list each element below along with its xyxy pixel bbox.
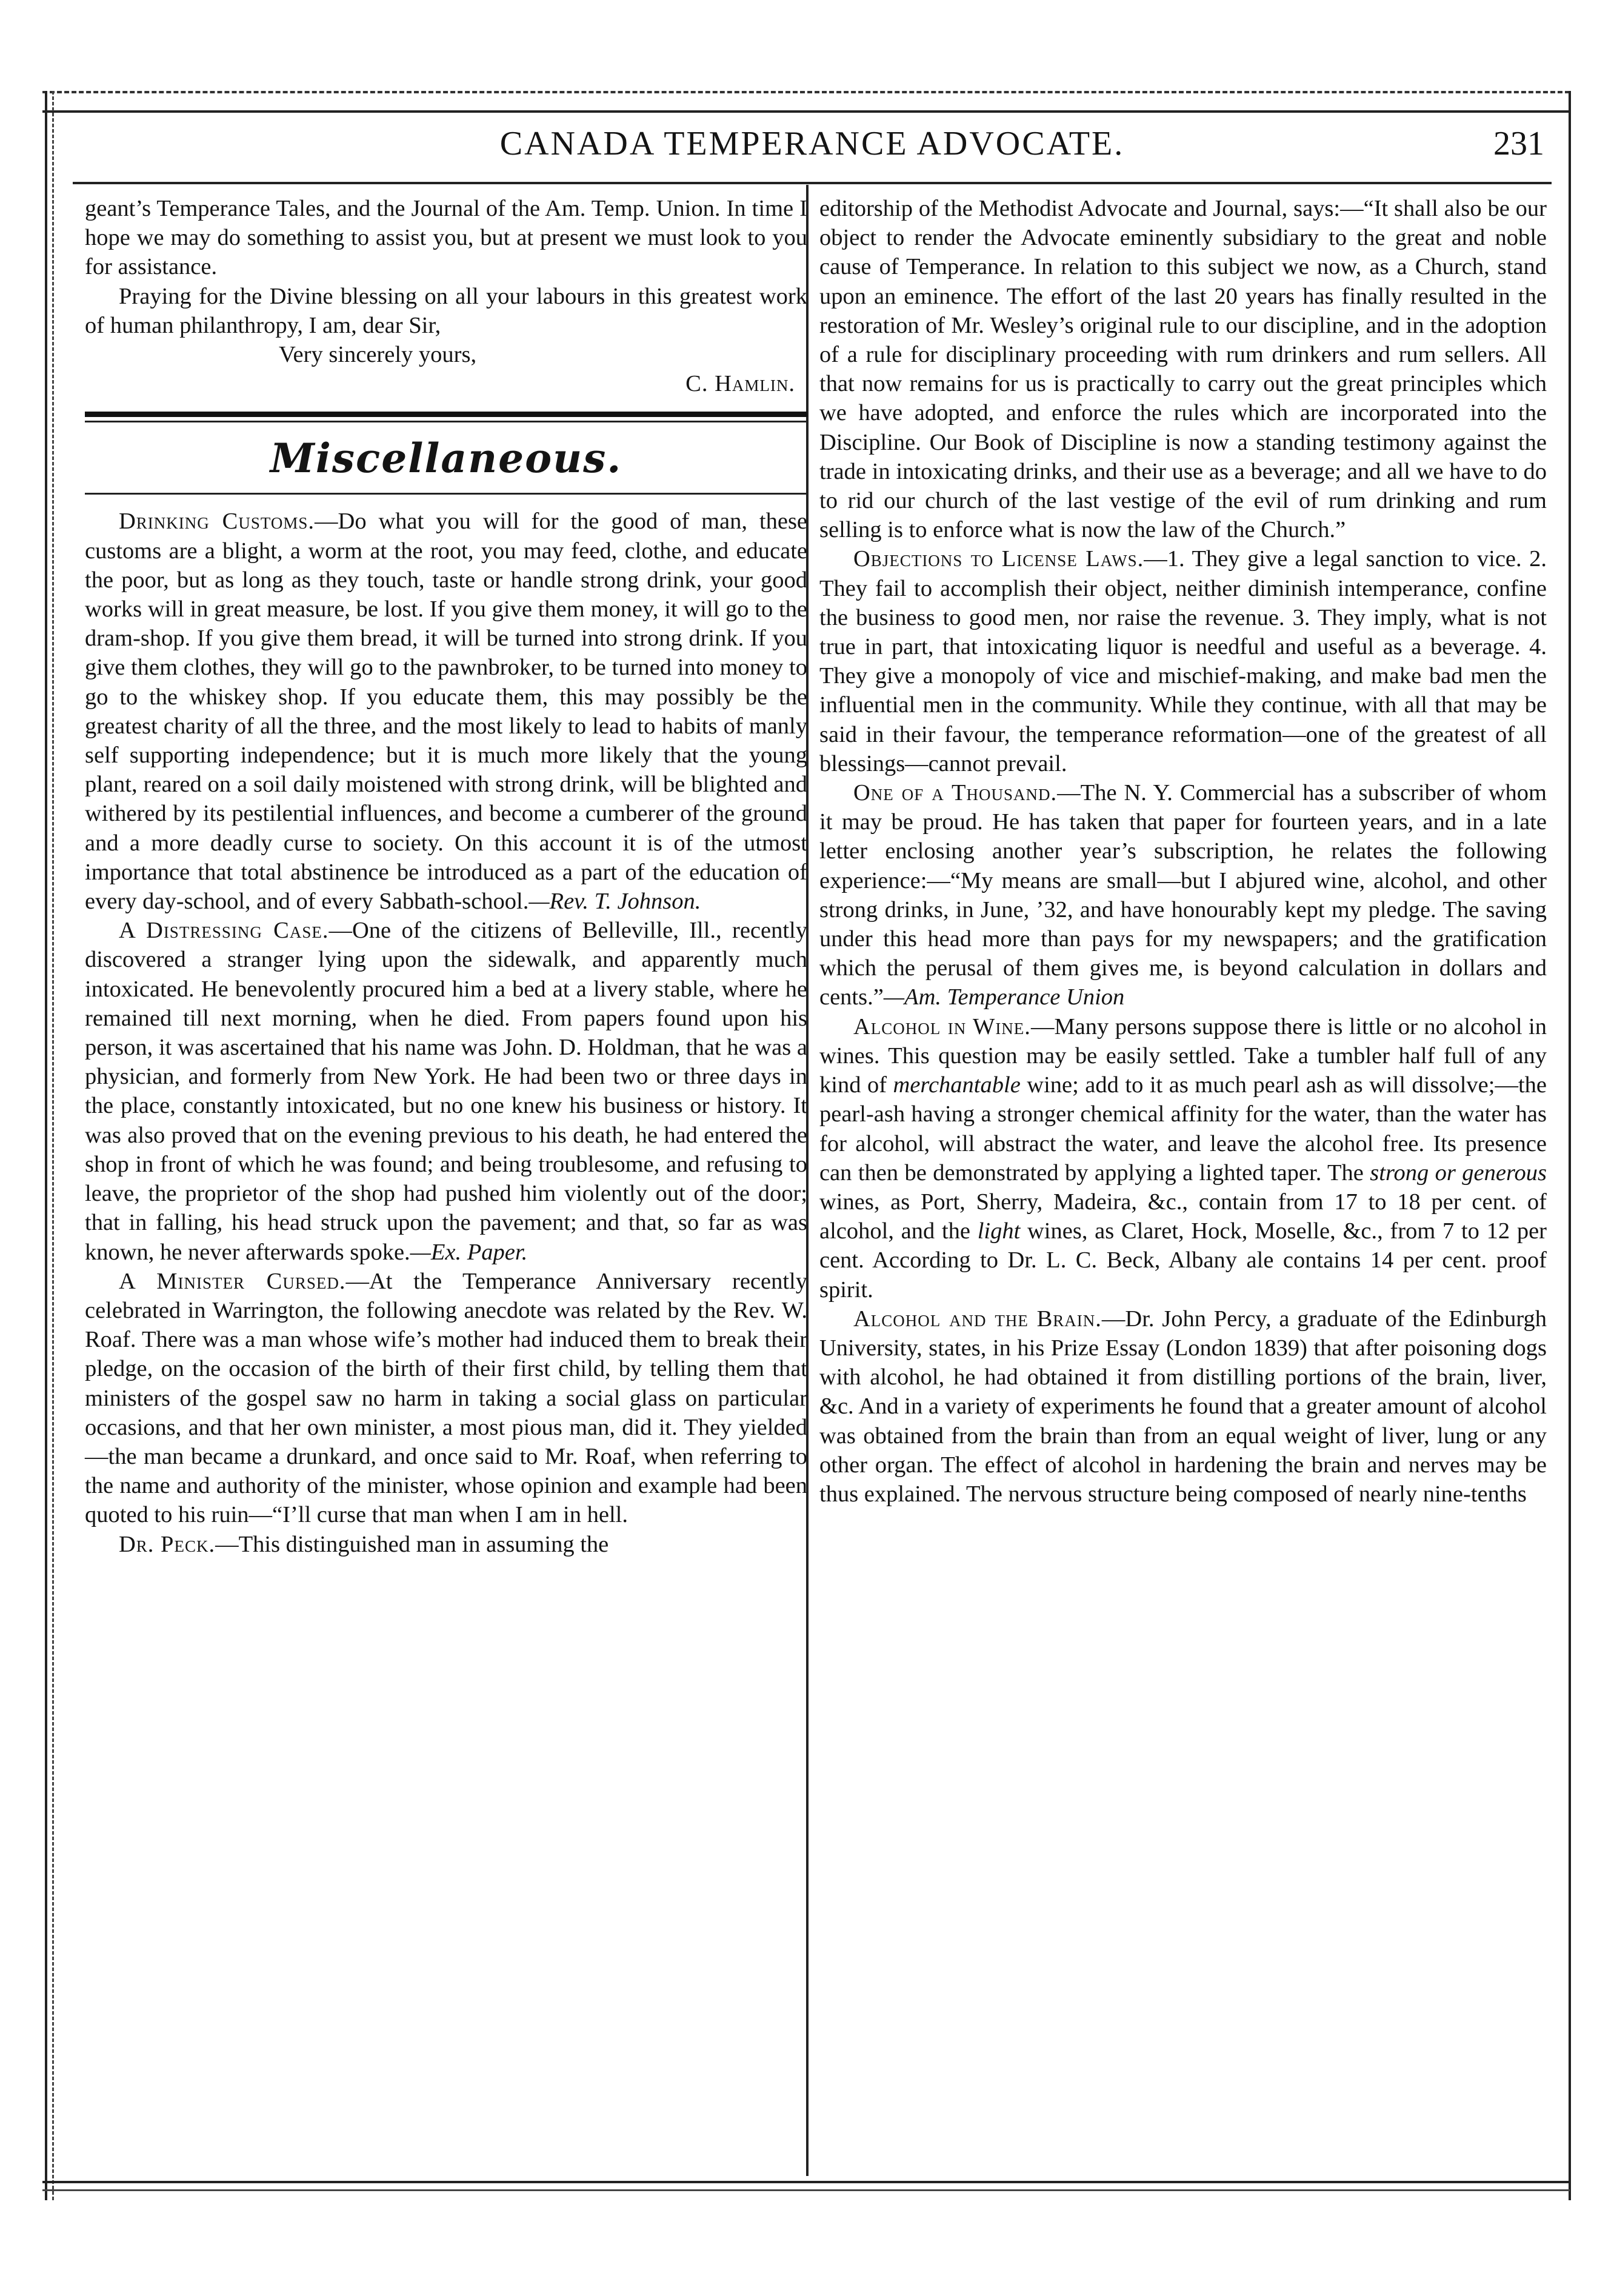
article-dr-peck <box>85 1530 807 1559</box>
article-source: —Am. Temperance Union <box>883 984 1125 1010</box>
article-body: —1. They give a legal sanction to vice. 2. They fail to accomplish their object, neither diminish intemperance, confine the business to good men, nor raise the revenue. 3. They imply, what is not true in part, that intoxicating liquor is needful and useful as a beverage. 4. They give a monopoly of vice and mischief-making, and make bad men the influential men in the community. While they continue, with all that may be said in their favour, the temperance reformation—one of the greatest of all blessings—cannot prevail. <box>819 546 1547 776</box>
article-body: —The N. Y. Commercial has a subscriber of whom it may be proud. He has taken that paper for fourteen years, and in a late letter enclosing another year’s subscription, he relates the following experience:—“My means are small—but I abjured wine, alcohol, and other strong drinks, in June, ’32, and have honourably kept my pledge. The saving under this head more than pays for my newspapers; and the gratification which the perusal of them gives me, is beyond calculation in dollars and cents.” <box>819 780 1547 1010</box>
article-license-laws <box>819 544 1547 778</box>
article-head: One of a Thousand. <box>853 780 1058 806</box>
bottom-inner-rule <box>42 2189 1570 2191</box>
article-body: —Dr. John Percy, a graduate of the Edinburgh University, states, in his Prize Essay (London 1839) that after poisoning dogs with alcohol, he had obtained it from distilling portions of the brain, liver, &c. And in a variety of experiments he found that a greater amount of alcohol was obtained from the brain than from an equal weight of liver, lung or any other organ. The effect of alcohol in hardening the brain and nerves may be thus explained. The nervous structure being composed of nearly nine-tenths <box>819 1306 1547 1507</box>
article-body: to 18 per cent. of alcohol, and the <box>819 1189 1547 1244</box>
article-emphasis: strong or generous <box>1370 1160 1547 1186</box>
section-heading-underline <box>85 493 807 495</box>
article-dr-peck-continued: editorship of the Methodist Advocate and Journal, says:—“It shall also be our object to render the Advocate eminently subsidiary to the great and noble cause of Temperance. In relation to this subject we now, as a Church, stand upon an eminence. The effort of the last 20 years has finally resulted in the restoration of Mr. Wesley’s original rule to our discipline, and in the adoption of a rule for disciplinary proceeding with rum drinkers and rum sellers. All that now remains for us is practically to carry out the great principles which we have adopted, and enforce the rules which are incorporated into the Discipline. Our Book of Discipline is now a standing testimony against the trade in intoxicating drinks, and their use as a beverage; and all we have to do to rid our church of the last vestige of the evil of rum drinking and rum selling is to enforce what is now the law of the Church.” <box>819 196 1547 543</box>
article-body: wine; add to it as much pearl ash as will dissolve;—the pearl-ash having a stronger chemical affinity for the water, than the water has for alcohol, will abstract the water, and leave the alcohol free. Its presence can then be demonstrated by applying a lighted taper. The <box>819 1072 1547 1186</box>
article-head: Objections to License Laws. <box>853 546 1144 572</box>
top-dashed-rule <box>42 91 1570 93</box>
page-number: 231 <box>1493 125 1544 162</box>
letter-closing-paragraph: Praying for the Divine blessing on all your labours in this greatest work of human philanthropy, I am, dear Sir, <box>85 283 807 338</box>
article-emphasis: merchantable <box>893 1072 1021 1098</box>
article-source: —Ex. Paper. <box>410 1239 528 1265</box>
article-distressing-case <box>85 916 807 1266</box>
article-body: —This distinguished man in assuming the <box>215 1531 609 1557</box>
article-body: —One of the citizens of Belleville, Ill., recently discovered a stranger lying upon the sidewalk, and apparently much intoxicated. He benevolently procured him a bed at a livery stable, where he remained till next morning, when he died. From papers found upon his person, it was ascertained that his name was John. D. Holdman, that he was a physician, and formerly from New York. He had been two or three days in the place, constantly intoxicated, but no one knew his business or history. It was also proved that on the evening previous to his death, he had entered the shop in front of which he was found; and being troublesome, and refusing to leave, the proprietor of the shop had pushed him violently out of the door; that in falling, his head struck upon the pavement; and that, so far as was known, he never afterwards spoke. <box>85 918 807 1265</box>
header-rule <box>73 182 1552 184</box>
article-head: Alcohol in Wine. <box>853 1013 1031 1040</box>
left-border-rule <box>45 91 47 2200</box>
section-heading: Miscellaneous. <box>270 435 622 482</box>
article-body: —Many persons suppose there is little or no alcohol in wines. This question may be easily settled. Take a tumbler half full of any kind of <box>819 1013 1547 1098</box>
right-column <box>819 194 1547 1509</box>
article-head: Dr. Peck. <box>119 1531 216 1557</box>
letter-continuation: geant’s Temperance Tales, and the Journal of the Am. Temp. Union. In time I hope we may do something to assist you, but at present we must look to you for assistance. <box>85 196 807 280</box>
left-inner-border-rule <box>52 91 54 2200</box>
section-divider-thin <box>85 421 807 422</box>
running-header <box>73 124 1552 173</box>
right-border-rule <box>1569 91 1571 2200</box>
article-emphasis: light <box>977 1218 1021 1244</box>
article-head: Drinking Customs. <box>119 509 315 535</box>
article-drinking-customs <box>85 507 807 916</box>
article-body: —At the Temperance Anniversary recently celebrated in Warrington, the following anecdote was related by the Rev. W. Roaf. There was a man whose wife’s mother had induced them to break their pledge, on the occasion of the birth of their first child, by telling them that ministers of the gospel saw no harm in taking a social glass on particular occasions, and that her own minister, a most pious man, did it. They yielded—the man became a drunkard, and once said to Mr. Roaf, when referring to the name and authority of the minister, whose opinion and example had been quoted to his ruin—“I’ll curse that man when I am in hell. <box>85 1268 807 1528</box>
article-body: wines, as Claret, Hock, Moselle, &c., from 7 to 12 per cent. According to Dr. L. C. Beck, Albany ale contains 14 per cent. proof spirit. <box>819 1218 1547 1303</box>
article-body: —Do what you will for the good of man, these customs are a blight, a worm at the root, you may feed, clothe, and educate the poor, but as long as they touch, taste or handle strong drink, your good works will in great measure, be lost. If you give them money, it will go to the dram-shop. If you give them bread, it will be turned into strong drink. If you give them clothes, they will go to the pawnbroker, to be turned into money to go to the whiskey shop. If you educate them, this may possibly be the greatest charity of all the three, and the most likely to lead to habits of manly self supporting independence; but it is much more likely that the young plant, reared on a soil daily moistened with strong drink, will be blighted and withered by its pestilential influences, and become a cumberer of the ground and a more deadly curse to society. On this account it is of the utmost importance that total abstinence be introduced as a part of the education of every day-school, and of every Sabbath-school. <box>85 509 808 915</box>
article-head: Alcohol and the Brain. <box>853 1306 1102 1332</box>
article-head: A Distressing Case. <box>119 918 329 944</box>
article-head: A Minister Cursed. <box>119 1268 346 1294</box>
top-rule <box>42 110 1570 113</box>
bottom-rule <box>42 2181 1570 2183</box>
signature: C. Hamlin. <box>685 371 795 397</box>
article-minister-cursed <box>85 1267 807 1530</box>
salutation: Very sincerely yours, <box>279 342 477 368</box>
letter-closing <box>85 340 807 398</box>
section-divider-thick <box>85 412 807 417</box>
article-body: wines, as Port, Sherry, Madeira, &c., contain from 1 <box>819 1189 1346 1215</box>
publication-title: CANADA TEMPERANCE ADVOCATE. <box>499 125 1125 162</box>
left-column <box>85 194 807 1559</box>
article-one-of-a-thousand <box>819 778 1547 1012</box>
article-source: —Rev. T. Johnson. <box>529 889 701 915</box>
article-alcohol-in-wine <box>819 1012 1547 1304</box>
article-glyph: 7 <box>1346 1189 1358 1215</box>
article-alcohol-and-brain <box>819 1304 1547 1509</box>
